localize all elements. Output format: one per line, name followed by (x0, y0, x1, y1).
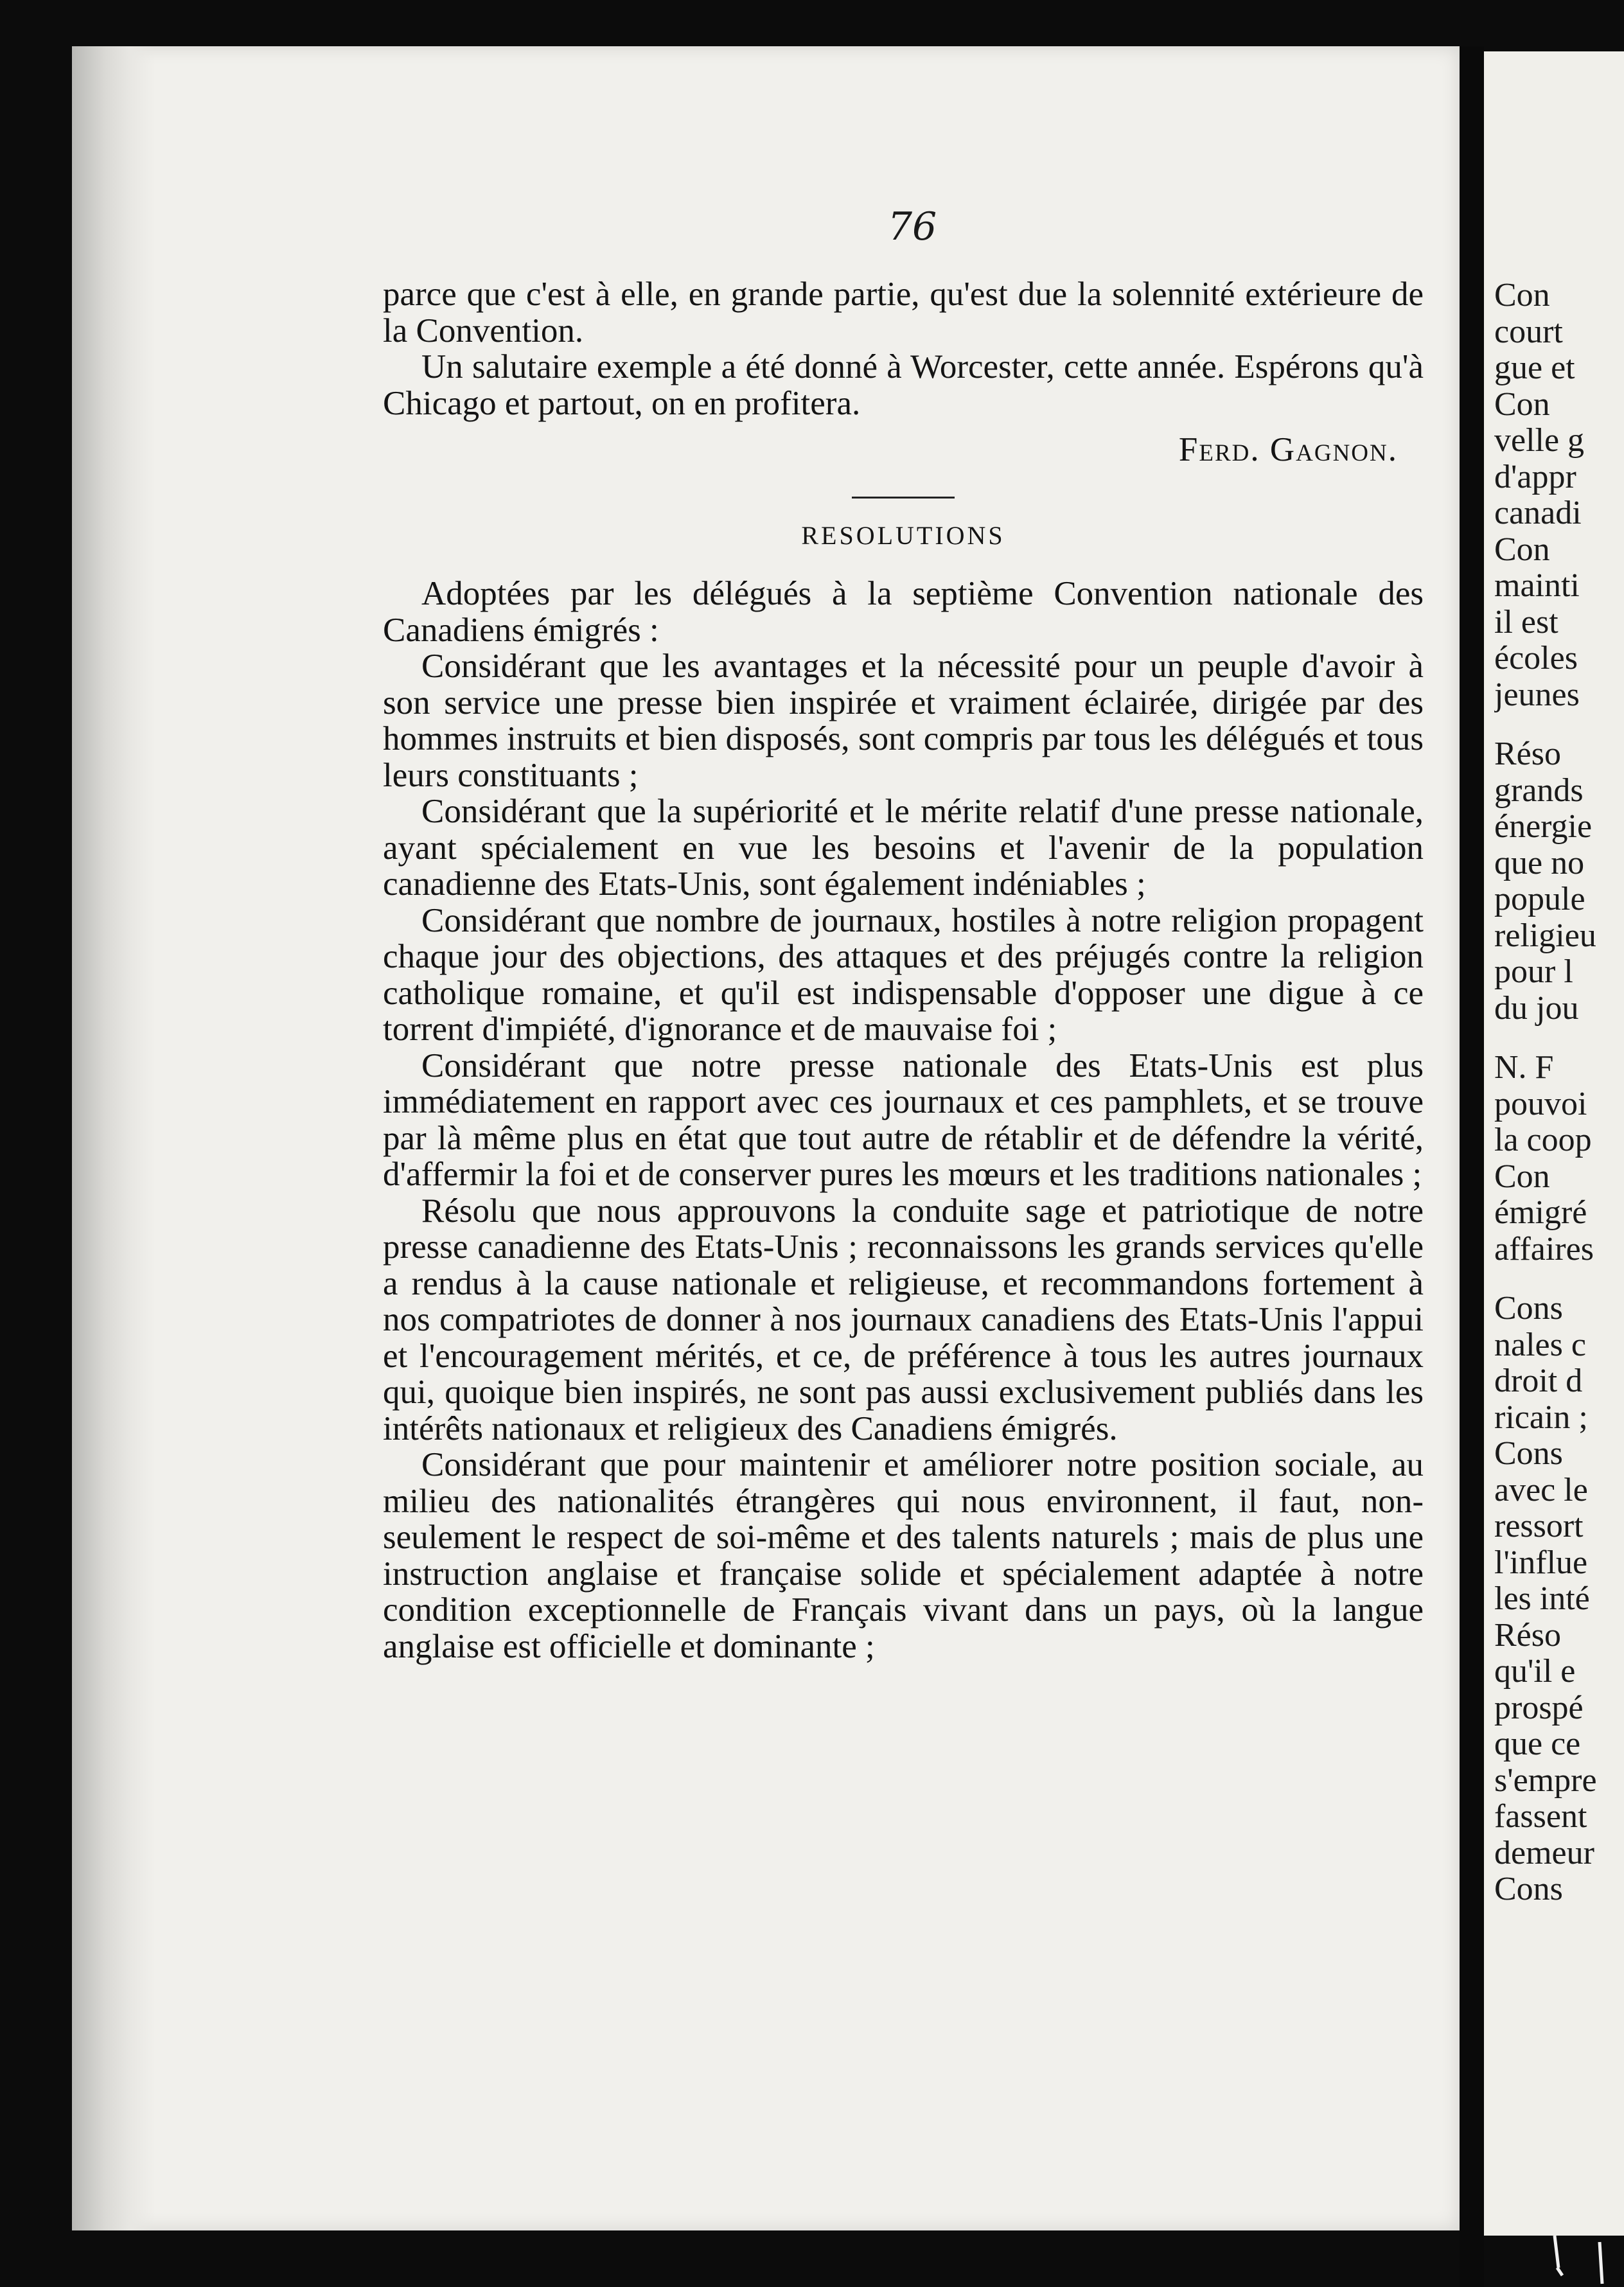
facing-page-line: grands (1494, 772, 1584, 809)
facing-page-line: énergie (1494, 808, 1593, 845)
facing-page-line: les inté (1494, 1580, 1590, 1617)
paragraph: Résolu que nous approuvons la conduite sage et patriotique de notre presse canadienne des Etats-Unis ; reconnaissons les grands services qu'elle a rendus à la cause nationale et religieuse, et recommandons fortement à nos compatriotes de donner à nos journaux canadiens des Etats-Unis l'appui et l'encouragement mérités, et ce, de préférence à tous les autres journaux qui, quoique bien inspirés, ne sont pas aussi exclusivement publiés dans les intérêts nationaux et religieux des Canadiens émigrés. (383, 1192, 1424, 1447)
facing-page-line: velle g (1494, 422, 1585, 459)
facing-page-line: Réso (1494, 1616, 1561, 1654)
facing-page-line: pour l (1494, 953, 1573, 990)
facing-page-line: il est (1494, 603, 1558, 640)
facing-page-line: que no (1494, 844, 1585, 881)
section-divider (852, 497, 955, 499)
facing-page-line: prospé (1494, 1689, 1584, 1726)
facing-page-line: qu'il e (1494, 1653, 1576, 1690)
page-edge-shadow (72, 46, 155, 2230)
facing-page-line: ressort (1494, 1508, 1584, 1544)
facing-page-line: Con (1494, 385, 1550, 423)
facing-page-line: que ce (1494, 1726, 1581, 1762)
facing-page-line: Con (1494, 278, 1550, 313)
facing-page-line: Cons (1494, 1435, 1563, 1472)
facing-page-line: d'appr (1494, 458, 1576, 495)
paragraph: Considérant que pour maintenir et améliorer notre position sociale, au milieu des nationalités étrangères qui nous environnent, il faut, non-seulement le respect de soi-même et des talents naturels ; mais de plus une instruction anglaise et française solide et spécialement adaptée à notre condition exceptionnelle de Français vivant dans un pays, où la langue anglaise est officielle et dominante ; (383, 1446, 1424, 1665)
facing-page-line: Con (1494, 531, 1550, 568)
facing-page-line: Réso (1494, 736, 1561, 772)
paragraph: parce que c'est à elle, en grande partie, qu'est due la solennité extérieure de la Convention. (383, 276, 1424, 349)
facing-page-line: écoles (1494, 640, 1578, 676)
paragraph-gap (1494, 1267, 1623, 1291)
facing-page-line: droit d (1494, 1363, 1583, 1399)
facing-page-line: Cons (1494, 1871, 1563, 1907)
facing-page-line: nales c (1494, 1326, 1586, 1363)
facing-page-line: s'empre (1494, 1762, 1597, 1799)
facing-page-line: popule (1494, 881, 1585, 917)
facing-page-line: Cons (1494, 1290, 1563, 1327)
paragraph-gap (1494, 713, 1623, 736)
facing-page-line: religieu (1494, 917, 1596, 954)
facing-page-line: l'influe (1494, 1544, 1588, 1581)
facing-page-line: avec le (1494, 1471, 1588, 1508)
section-heading: RESOLUTIONS (801, 520, 1005, 550)
facing-page-line: Con (1494, 1158, 1550, 1195)
facing-page-line: court (1494, 313, 1563, 350)
facing-page-text (1494, 278, 1623, 1908)
page-number: 76 (887, 204, 937, 249)
facing-page-line: ricain ; (1494, 1399, 1588, 1436)
paragraph-gap (1494, 1027, 1623, 1050)
facing-page-line: gue et (1494, 349, 1575, 386)
book-gutter (1460, 46, 1484, 2287)
paragraph: Un salutaire exemple a été donné à Worcester, cette année. Espérons qu'à Chicago et partout, on en profitera. (383, 348, 1424, 422)
facing-page-line: affaires (1494, 1230, 1594, 1267)
facing-page-line: fassent (1494, 1798, 1587, 1835)
facing-page-line: émigré (1494, 1194, 1587, 1231)
paragraph: Considérant que la supériorité et le mérite relatif d'une presse nationale, ayant spécialement en vue les besoins et l'avenir de la population canadienne des Etats-Unis, sont également indéniables ; (383, 793, 1424, 903)
signature: Ferd. Gagnon. (1178, 431, 1398, 468)
facing-page-line: du jou (1494, 989, 1579, 1027)
facing-page-line: mainti (1494, 567, 1580, 604)
paragraph: Considérant que notre presse nationale des Etats-Unis est plus immédiatement en rapport avec ces journaux et ces pamphlets, et se trouve par là même plus en état que tout autre de rétablir et de défendre la vérité, d'affermir la foi et de conserver pures les mœurs et les traditions nationales ; (383, 1046, 1424, 1193)
facing-page-line: la coop (1494, 1122, 1592, 1158)
facing-page-line: N. F (1494, 1049, 1554, 1086)
paragraph: Considérant que nombre de journaux, hostiles à notre religion propagent chaque jour des objections, des attaques et des préjugés contre la religion catholique romaine, et qu'il est indispensable d'opposer une digue à ce torrent d'impiété, d'ignorance et de mauvaise foi ; (383, 901, 1424, 1048)
page-body (383, 276, 1424, 1664)
facing-page-line: demeur (1494, 1834, 1594, 1871)
paragraph: Adoptées par les délégués à la septième Convention nationale des Canadiens émigrés : (383, 575, 1424, 649)
facing-page-line: pouvoi (1494, 1085, 1587, 1122)
paragraph: Considérant que les avantages et la nécessité pour un peuple d'avoir à son service une presse bien inspirée et vraiment éclairée, dirigée par des hommes instruits et bien disposés, sont compris par tous les délégués et tous leurs constituants ; (383, 648, 1424, 794)
scan-artifact-marks (1529, 2229, 1619, 2287)
facing-page-line: jeunes (1494, 676, 1580, 713)
facing-page-line: canadi (1494, 495, 1582, 531)
